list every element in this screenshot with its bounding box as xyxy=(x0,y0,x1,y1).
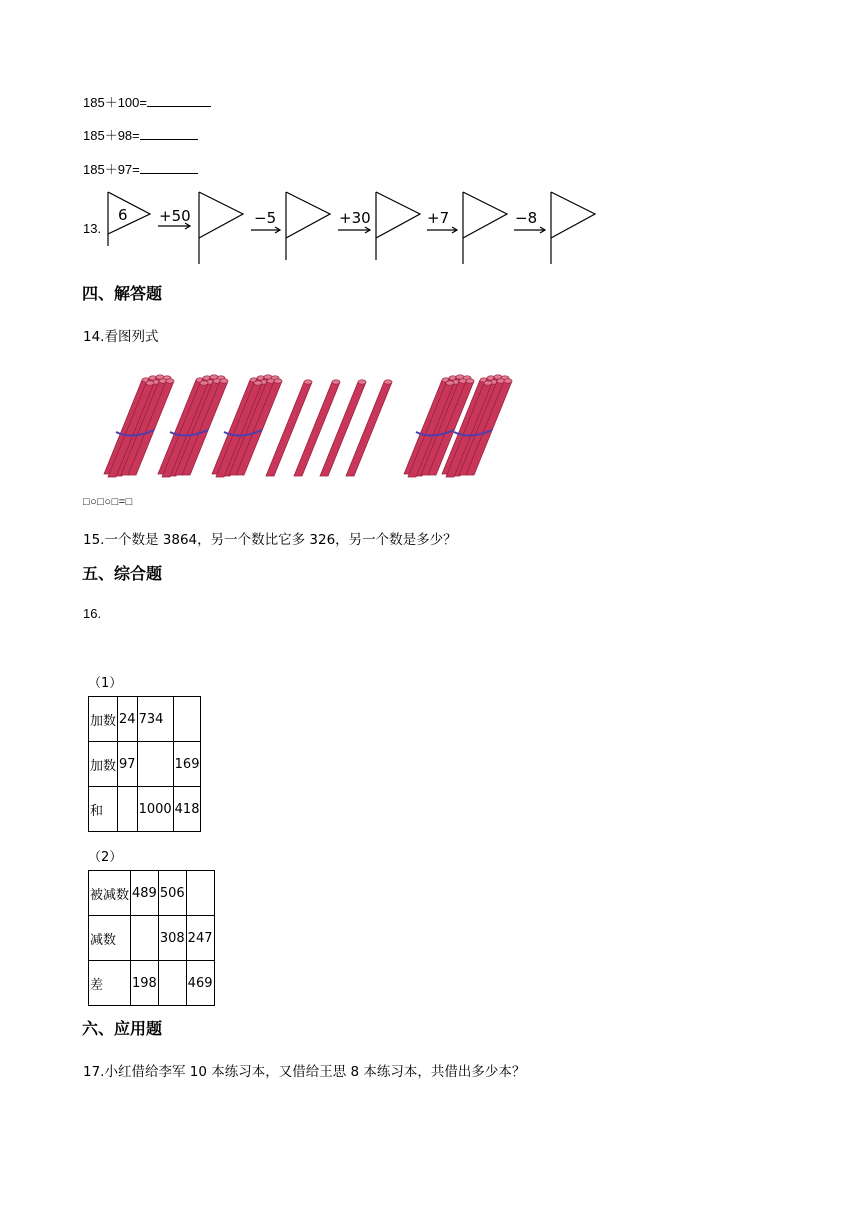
flag-chain-diagram xyxy=(100,188,620,268)
row-header: 被减数 xyxy=(89,871,131,916)
table-row xyxy=(89,871,215,916)
q16-number: 16. xyxy=(83,606,102,621)
row-header: 和 xyxy=(89,787,118,832)
arrow-5 xyxy=(514,227,545,233)
table-cell[interactable] xyxy=(158,961,186,1006)
table-cell: 469 xyxy=(186,961,214,1006)
op-label-3: +30 xyxy=(339,209,371,227)
table-cell[interactable] xyxy=(131,916,159,961)
row-header: 差 xyxy=(89,961,131,1006)
op-label-1: +50 xyxy=(159,207,191,225)
table-cell: 24 xyxy=(118,697,138,742)
expression: 185＋97= xyxy=(83,162,140,177)
q13-number: 13. xyxy=(83,221,102,236)
section-heading: 五、综合题 xyxy=(82,564,163,583)
arrow-3 xyxy=(338,227,370,233)
arrow-2 xyxy=(251,227,280,233)
fill-line-2 xyxy=(83,125,198,144)
table-cell[interactable] xyxy=(137,742,173,787)
table-cell: 506 xyxy=(158,871,186,916)
answer-blank[interactable] xyxy=(140,126,198,140)
part-1-label: （1） xyxy=(88,676,123,691)
section-heading: 四、解答题 xyxy=(82,284,163,303)
q17-text: 17.小红借给李军 10 本练习本，又借给王思 8 本练习本，共借出多少本？ xyxy=(83,1064,526,1080)
op-label-5: −8 xyxy=(515,209,538,227)
answer-blank[interactable] xyxy=(140,160,198,174)
table-row xyxy=(89,916,215,961)
table-cell: 734 xyxy=(137,697,173,742)
sticks-illustration xyxy=(98,370,518,480)
addition-table xyxy=(88,696,201,832)
row-header: 减数 xyxy=(89,916,131,961)
expression: 185＋98= xyxy=(83,128,140,143)
op-label-2: −5 xyxy=(254,209,277,227)
table-row xyxy=(89,742,201,787)
expression: 185＋100= xyxy=(83,95,147,110)
section-heading: 六、应用题 xyxy=(82,1019,163,1038)
table-cell[interactable] xyxy=(173,697,201,742)
q14-text: 14.看图列式 xyxy=(83,329,159,345)
table-cell: 418 xyxy=(173,787,201,832)
row-header: 加数 xyxy=(89,697,118,742)
table-cell[interactable] xyxy=(186,871,214,916)
table-row xyxy=(89,787,201,832)
table-cell: 308 xyxy=(158,916,186,961)
q15-text: 15.一个数是 3864，另一个数比它多 326，另一个数是多少？ xyxy=(83,532,457,548)
answer-blank[interactable] xyxy=(147,93,211,107)
arrow-4 xyxy=(427,227,457,233)
flag-5 xyxy=(463,192,507,264)
flag-6 xyxy=(551,192,595,264)
table-row xyxy=(89,697,201,742)
table-cell: 198 xyxy=(131,961,159,1006)
table-cell: 489 xyxy=(131,871,159,916)
subtraction-table xyxy=(88,870,215,1006)
table-cell[interactable] xyxy=(118,787,138,832)
part-2-label: （2） xyxy=(88,850,123,865)
row-header: 加数 xyxy=(89,742,118,787)
flag-1-value: 6 xyxy=(118,206,128,224)
table-cell: 97 xyxy=(118,742,138,787)
table-cell: 1000 xyxy=(137,787,173,832)
op-label-4: +7 xyxy=(427,209,450,227)
flag-1 xyxy=(108,192,150,246)
flag-4 xyxy=(376,192,420,260)
table-cell: 247 xyxy=(186,916,214,961)
fill-line-1 xyxy=(83,92,211,111)
table-cell: 169 xyxy=(173,742,201,787)
q14-formula: □○□○□=□ xyxy=(83,496,133,508)
fill-line-3 xyxy=(83,159,198,178)
flag-2 xyxy=(199,192,243,264)
table-row xyxy=(89,961,215,1006)
flag-3 xyxy=(286,192,330,260)
